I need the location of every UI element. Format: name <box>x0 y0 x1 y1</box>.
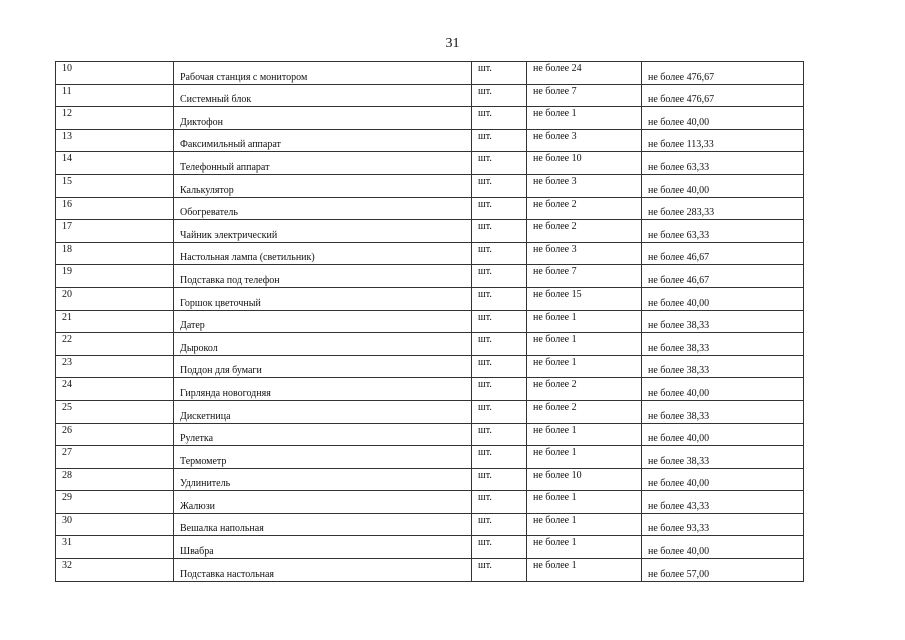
item-name-cell: Чайник электрический <box>174 220 472 243</box>
unit-cell: шт. <box>472 84 527 107</box>
quantity-cell: не более 24 <box>527 62 642 85</box>
price-cell: не более 113,33 <box>642 129 804 152</box>
row-number-cell: 24 <box>56 378 174 401</box>
quantity-cell: не более 1 <box>527 310 642 333</box>
row-number-cell: 10 <box>56 62 174 85</box>
item-name-cell: Жалюзи <box>174 491 472 514</box>
row-number-cell: 17 <box>56 220 174 243</box>
item-name-cell: Термометр <box>174 446 472 469</box>
item-name-cell: Гирлянда новогодняя <box>174 378 472 401</box>
row-number-cell: 25 <box>56 400 174 423</box>
unit-cell: шт. <box>472 242 527 265</box>
table-row <box>56 333 804 356</box>
table-row <box>56 491 804 514</box>
unit-cell: шт. <box>472 559 527 582</box>
unit-cell: шт. <box>472 152 527 175</box>
price-cell: не более 38,33 <box>642 310 804 333</box>
row-number-cell: 21 <box>56 310 174 333</box>
unit-cell: шт. <box>472 265 527 288</box>
quantity-cell: не более 1 <box>527 107 642 130</box>
price-cell: не более 40,00 <box>642 174 804 197</box>
quantity-cell: не более 1 <box>527 355 642 378</box>
table-row <box>56 152 804 175</box>
quantity-cell: не более 7 <box>527 84 642 107</box>
item-name-cell: Швабра <box>174 536 472 559</box>
table-row <box>56 287 804 310</box>
table-row <box>56 536 804 559</box>
item-name-cell: Горшок цветочный <box>174 287 472 310</box>
row-number-cell: 16 <box>56 197 174 220</box>
price-cell: не более 40,00 <box>642 423 804 446</box>
row-number-cell: 18 <box>56 242 174 265</box>
price-cell: не более 38,33 <box>642 355 804 378</box>
row-number-cell: 15 <box>56 174 174 197</box>
price-cell: не более 63,33 <box>642 152 804 175</box>
item-name-cell: Дырокол <box>174 333 472 356</box>
unit-cell: шт. <box>472 468 527 491</box>
quantity-cell: не более 1 <box>527 536 642 559</box>
table-row <box>56 220 804 243</box>
price-cell: не более 38,33 <box>642 333 804 356</box>
row-number-cell: 13 <box>56 129 174 152</box>
table-row <box>56 423 804 446</box>
quantity-cell: не более 1 <box>527 423 642 446</box>
row-number-cell: 20 <box>56 287 174 310</box>
item-name-cell: Факсимильный аппарат <box>174 129 472 152</box>
item-name-cell: Настольная лампа (светильник) <box>174 242 472 265</box>
row-number-cell: 32 <box>56 559 174 582</box>
price-cell: не более 40,00 <box>642 287 804 310</box>
quantity-cell: не более 3 <box>527 129 642 152</box>
unit-cell: шт. <box>472 400 527 423</box>
row-number-cell: 27 <box>56 446 174 469</box>
quantity-cell: не более 1 <box>527 491 642 514</box>
quantity-cell: не более 15 <box>527 287 642 310</box>
unit-cell: шт. <box>472 378 527 401</box>
quantity-cell: не более 2 <box>527 197 642 220</box>
price-cell: не более 40,00 <box>642 536 804 559</box>
table-row <box>56 62 804 85</box>
unit-cell: шт. <box>472 423 527 446</box>
item-name-cell: Подставка под телефон <box>174 265 472 288</box>
row-number-cell: 14 <box>56 152 174 175</box>
unit-cell: шт. <box>472 287 527 310</box>
unit-cell: шт. <box>472 62 527 85</box>
price-cell: не более 46,67 <box>642 242 804 265</box>
item-name-cell: Вешалка напольная <box>174 513 472 536</box>
table-row <box>56 242 804 265</box>
table-row <box>56 107 804 130</box>
table-row <box>56 84 804 107</box>
price-cell: не более 43,33 <box>642 491 804 514</box>
item-name-cell: Дискетница <box>174 400 472 423</box>
item-name-cell: Калькулятор <box>174 174 472 197</box>
unit-cell: шт. <box>472 355 527 378</box>
quantity-cell: не более 3 <box>527 242 642 265</box>
unit-cell: шт. <box>472 310 527 333</box>
price-cell: не более 38,33 <box>642 446 804 469</box>
row-number-cell: 30 <box>56 513 174 536</box>
quantity-cell: не более 3 <box>527 174 642 197</box>
price-cell: не более 476,67 <box>642 84 804 107</box>
price-cell: не более 93,33 <box>642 513 804 536</box>
price-cell: не более 40,00 <box>642 378 804 401</box>
row-number-cell: 28 <box>56 468 174 491</box>
row-number-cell: 22 <box>56 333 174 356</box>
quantity-cell: не более 2 <box>527 220 642 243</box>
table-row <box>56 446 804 469</box>
price-cell: не более 63,33 <box>642 220 804 243</box>
quantity-cell: не более 2 <box>527 378 642 401</box>
table-row <box>56 400 804 423</box>
price-cell: не более 57,00 <box>642 559 804 582</box>
row-number-cell: 23 <box>56 355 174 378</box>
item-name-cell: Датер <box>174 310 472 333</box>
item-name-cell: Подставка настольная <box>174 559 472 582</box>
quantity-cell: не более 7 <box>527 265 642 288</box>
row-number-cell: 26 <box>56 423 174 446</box>
table-row <box>56 378 804 401</box>
quantity-cell: не более 10 <box>527 152 642 175</box>
table-row <box>56 559 804 582</box>
row-number-cell: 12 <box>56 107 174 130</box>
table-row <box>56 310 804 333</box>
items-table <box>55 61 804 582</box>
unit-cell: шт. <box>472 197 527 220</box>
item-name-cell: Рабочая станция с монитором <box>174 62 472 85</box>
price-cell: не более 283,33 <box>642 197 804 220</box>
row-number-cell: 31 <box>56 536 174 559</box>
table-row <box>56 513 804 536</box>
price-cell: не более 476,67 <box>642 62 804 85</box>
item-name-cell: Удлинитель <box>174 468 472 491</box>
unit-cell: шт. <box>472 333 527 356</box>
item-name-cell: Системный блок <box>174 84 472 107</box>
unit-cell: шт. <box>472 220 527 243</box>
unit-cell: шт. <box>472 107 527 130</box>
price-cell: не более 38,33 <box>642 400 804 423</box>
row-number-cell: 29 <box>56 491 174 514</box>
item-name-cell: Поддон для бумаги <box>174 355 472 378</box>
price-cell: не более 46,67 <box>642 265 804 288</box>
unit-cell: шт. <box>472 513 527 536</box>
row-number-cell: 11 <box>56 84 174 107</box>
items-table-body <box>56 62 804 582</box>
item-name-cell: Обогреватель <box>174 197 472 220</box>
page-number: 31 <box>445 36 460 51</box>
quantity-cell: не более 1 <box>527 559 642 582</box>
unit-cell: шт. <box>472 129 527 152</box>
price-cell: не более 40,00 <box>642 468 804 491</box>
item-name-cell: Рулетка <box>174 423 472 446</box>
table-row <box>56 174 804 197</box>
unit-cell: шт. <box>472 491 527 514</box>
quantity-cell: не более 1 <box>527 513 642 536</box>
unit-cell: шт. <box>472 536 527 559</box>
item-name-cell: Телефонный аппарат <box>174 152 472 175</box>
table-row <box>56 265 804 288</box>
quantity-cell: не более 1 <box>527 333 642 356</box>
table-row <box>56 197 804 220</box>
unit-cell: шт. <box>472 174 527 197</box>
price-cell: не более 40,00 <box>642 107 804 130</box>
item-name-cell: Диктофон <box>174 107 472 130</box>
table-row <box>56 468 804 491</box>
table-row <box>56 355 804 378</box>
unit-cell: шт. <box>472 446 527 469</box>
table-row <box>56 129 804 152</box>
quantity-cell: не более 2 <box>527 400 642 423</box>
quantity-cell: не более 10 <box>527 468 642 491</box>
row-number-cell: 19 <box>56 265 174 288</box>
quantity-cell: не более 1 <box>527 446 642 469</box>
